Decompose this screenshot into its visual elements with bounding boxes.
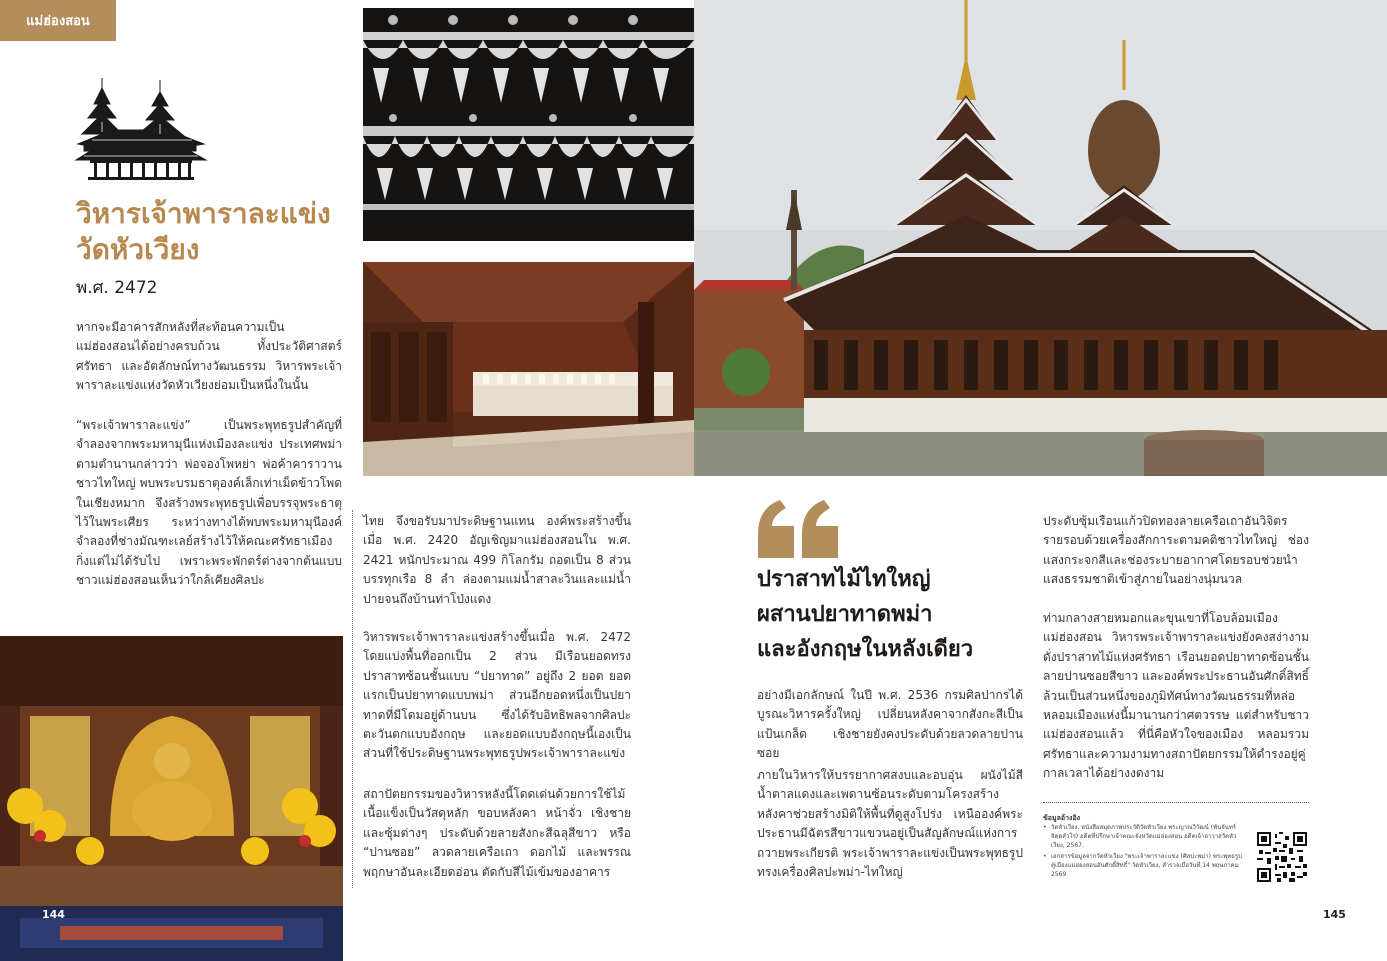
photo-temple (694, 0, 1387, 476)
title-line-1: วิหารเจ้าพาราละแข่ง (76, 197, 331, 230)
paragraph-4: วิหารพระเจ้าพาราละแข่งสร้างขึ้นเมื่อ พ.ศ. 2472 โดยแบ่งพื้นที่ออกเป็น 2 ส่วน มีเรือนยอดทรงปราสาทซ้อนชั้นแบบ “ปยาทาด” อยู่ถึง 2 ยอด ยอดแรกเป็นปยาทาดแบบพม่า ส่วนอีกยอดหนึ่งเป็นปยาทาดที่มีโดมอยู่ด้านบน ซึ่งได้รับอิทธิพลจากศิลปะตะวันตกแบบอังกฤษ และยอดแบบอังกฤษนี้เองเป็นส่วนที่ใช้ประดิษฐานพระพุทธรูปพระเจ้าพาราละแข่ง (363, 630, 631, 761)
references-title: ข้อมูลอ้างอิง (1043, 814, 1081, 822)
article-year: พ.ศ. 2472 (76, 278, 158, 298)
photo-interior (363, 262, 694, 476)
page-number-left: 144 (42, 908, 65, 921)
reference-item: • เอกสารข้อมูลจากวัดหัวเวียง "พระเจ้าพาราละแข่ง (ศิลปะพม่า) พระพุทธรูปคู่เมืองแม่ฮ่องสอนอันศักดิ์สิทธิ์" วัดหัวเวียง, สำรวจเมื่อวันที่ 14 พฤษภาคม 2569 (1043, 852, 1243, 879)
title-line-2: วัดหัวเวียง (76, 233, 200, 266)
paragraph-9: ท่ามกลางสายหมอกและขุนเขาที่โอบล้อมเมืองแม่ฮ่องสอน วิหารพระเจ้าพาราละแข่งยังคงสง่างามดั่งปราสาทไม้แห่งศรัทธา เรือนยอดปยาทาดซ้อนชั้นลายปานซอยสีขาว และองค์พระประธานอันศักดิ์สิทธิ์ล้วนเป็นส่วนหนึ่งของภูมิทัศน์ทางวัฒนธรรมที่หล่อหลอมเมืองแห่งนี้มานานกว่าศตวรรษ แต่สำหรับชาวแม่ฮ่องสอนแล้ว ที่นี่คือหัวใจของเมือง หลอมรวมศรัทธาและความงามทางสถาปัตยกรรมให้ดำรงอยู่คู่กาลเวลาได้อย่างงดงาม (1043, 611, 1309, 781)
paragraph-8: ประดับซุ้มเรือนแก้วปิดทองลายเครือเถาอันวิจิตร รายรอบด้วยเครื่องสักการะตามคติชาวไทใหญ่ ช่องแสงกระจกสีและช่องระบายอากาศโดยรอบช่วยนำแสงธรรมชาติเข้าสู่ภายในอย่างนุ่มนวล (1043, 514, 1309, 587)
section-tag: แม่ฮ่องสอน (0, 0, 116, 41)
pull-quote (757, 562, 1027, 667)
pull-quote-line-1: ปราสาทไม้ไทใหญ่ (757, 567, 931, 592)
pull-quote-line-3: และอังกฤษในหลังเดียว (757, 637, 974, 662)
article-title (76, 196, 356, 268)
temple-illustration-icon (72, 74, 208, 184)
qr-code-icon[interactable] (1257, 832, 1307, 882)
intro-paragraph: หากจะมีอาคารสักหลังที่สะท้อนความเป็นแม่ฮ่องสอนได้อย่างครบถ้วน ทั้งประวัติศาสตร์ ศรัทธา และอัตลักษณ์ทางวัฒนธรรม วิหารพระเจ้าพาราละแข่งแห่งวัดหัวเวียงย่อมเป็นหนึ่งในนั้น (76, 320, 342, 393)
paragraph-2: “พระเจ้าพาราละแข่ง” เป็นพระพุทธรูปสำคัญที่จำลองจากพระมหามุนีแห่งเมืองละแข่ง ประเทศพม่า ตามตำนานกล่าวว่า พ่อจองโพหย่า พ่อค้าคาราวานชาวไทใหญ่ พบพระบรมธาตุองค์เล็กเท่าเม็ดข้าวโพดในเชียงหมาก จึงสร้างพระพุทธรูปเพื่อบรรจุพระธาตุไว้ในพระเศียร ระหว่างทางได้พบพระมหามุนีองค์จำลองที่ช่างมัณฑะเลย์สร้างไว้ให้คณะศรัทธาเมืองกิ่งแต่ไม่ได้รับไป เพราะพระพักตร์ต่างจากต้นแบบ ชาวแม่ฮ่องสอนเห็นว่าใกล้เคียงศิลปะ (76, 418, 342, 588)
reference-item: • วัดหัวเวียง. หนังสือสมุดภาพประวัติวัดหัวเวียง พระญาณวิวัฒน์ (พันจันทร์ จิตฺตสํวโร) อดีตที่ปรึกษาเจ้าคณะจังหวัดแม่ฮ่องสอน อดีตเจ้าอาวาสวัดหัวเวียง, 2567. (1043, 823, 1243, 850)
paragraph-3: ไทย จึงขอรับมาประดิษฐานแทน องค์พระสร้างขึ้นเมื่อ พ.ศ. 2420 อัญเชิญมาแม่ฮ่องสอนใน พ.ศ. 2421 หนักประมาณ 499 กิโลกรัม ถอดเป็น 8 ส่วน บรรทุกเรือ 8 ลำ ล่องตามแม่น้ำสาละวินและแม่น้ำปายจนถึงบ้านท่าโป่งแดง (363, 514, 631, 606)
references-list (1043, 823, 1243, 881)
references-divider (1043, 802, 1309, 803)
photo-carving (363, 8, 694, 241)
paragraph-5: สถาปัตยกรรมของวิหารหลังนี้โดดเด่นด้วยการใช้ไม้เนื้อแข็งเป็นวัสดุหลัก ขอบหลังคา หน้าจั่ว เชิงชายและซุ้มต่างๆ ประดับด้วยลายสังกะสีฉลุสีขาว หรือ “ปานซอย” ลวดลายเครือเถา ดอกไม้ และพรรณพฤกษาอันละเอียดอ่อน ตัดกับสีไม้เข้มของอาคาร (363, 787, 631, 879)
paragraph-7: ภายในวิหารให้บรรยากาศสงบและอบอุ่น ผนังไม้สีน้ำตาลแดงและเพดานซ้อนระดับตามโครงสร้างหลังคาช่วยสร้างมิติให้พื้นที่ดูสูงโปร่ง เหนือองค์พระประธานมีฉัตรสีขาวแขวนอยู่เป็นสัญลักษณ์แห่งการถวายพระเกียรติ พระเจ้าพาราละแข่งเป็นพระพุทธรูปทรงเครื่องศิลปะพม่า-ไทใหญ่ (757, 768, 1023, 880)
column-divider (352, 510, 353, 888)
paragraph-6: อย่างมีเอกลักษณ์ ในปี พ.ศ. 2536 กรมศิลปากรได้บูรณะวิหารครั้งใหญ่ เปลี่ยนหลังคาจากสังกะสีเป็นแป้นเกล็ด เชิงชายยังคงประดับด้วยลวดลายปานซอย (757, 688, 1023, 761)
pull-quote-line-2: ผสานปยาทาดพม่า (757, 602, 933, 627)
quote-mark-icon (756, 500, 840, 558)
page-number-right: 145 (1323, 908, 1346, 921)
